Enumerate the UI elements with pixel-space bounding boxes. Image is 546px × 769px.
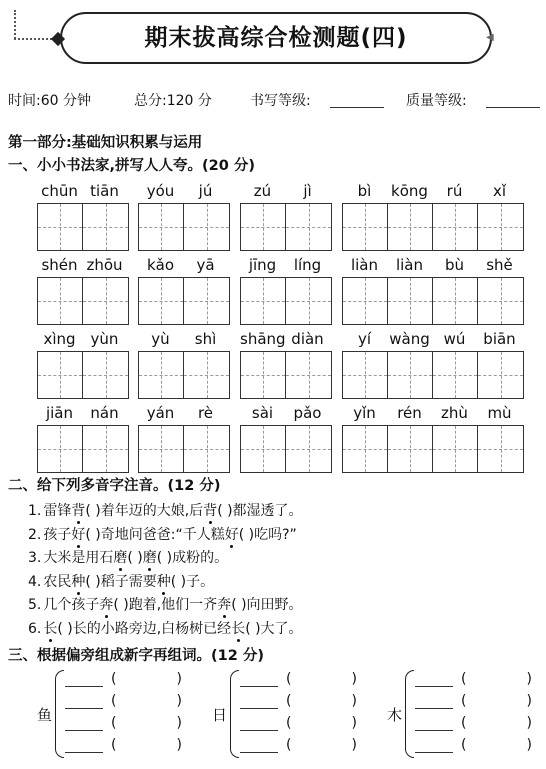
paren-open: (: [286, 737, 292, 753]
tianzige-cell[interactable]: [38, 352, 83, 398]
quality-grade-field[interactable]: [486, 107, 540, 108]
new-char-blank[interactable]: [240, 716, 278, 731]
paren-close: ): [176, 671, 182, 687]
pinyin-label: yù: [151, 330, 170, 348]
pinyin-label: kǎo: [146, 256, 175, 274]
new-char-blank[interactable]: [65, 672, 103, 687]
answer-row: [415, 671, 532, 687]
pinyin-label: zhù: [441, 404, 468, 422]
question-text: ( )向田野。: [231, 597, 303, 613]
question-number: 5.: [28, 597, 42, 613]
brace-bracket: [55, 670, 64, 758]
question-text: ( )成粉的。: [156, 550, 229, 566]
tianzige-cell[interactable]: [38, 278, 83, 324]
quality-grade-label: 质量等级:: [406, 93, 467, 109]
arrow-icon: ◀: [486, 32, 494, 43]
section-title: 三、根据偏旁组成新字再组词。(12 分): [8, 648, 264, 664]
tianzige-cell[interactable]: [241, 352, 286, 398]
pinyin-label: biān: [483, 330, 516, 348]
polyphone-char: 好: [71, 526, 86, 543]
tianzige-cell[interactable]: [286, 204, 331, 250]
polyphone-char: 奔: [217, 597, 232, 613]
answer-row: [415, 693, 532, 709]
tianzige-cell[interactable]: [83, 278, 128, 324]
question-number: 4.: [28, 573, 42, 590]
question-text: ( )长的小路旁边,白杨树已经: [57, 620, 232, 637]
paren-open: (: [461, 671, 467, 687]
paren-close: ): [526, 737, 532, 753]
pinyin-label: chūn: [41, 182, 78, 200]
answer-row: [240, 737, 357, 753]
tianzige-cell[interactable]: [83, 426, 128, 472]
question-text: ( )大了。: [245, 620, 303, 637]
question-text: ( )都湿透了。: [217, 503, 303, 519]
pinyin-label: wú: [443, 330, 466, 348]
tianzige-cell[interactable]: [184, 352, 229, 398]
paren-close: ): [351, 715, 357, 731]
question-text: 几个孩子: [43, 597, 100, 613]
paren-open: (: [111, 715, 117, 731]
tianzige-cell[interactable]: [184, 426, 229, 472]
tianzige-group: [342, 425, 524, 473]
pinyin-label: shě: [486, 256, 513, 274]
paren-open: (: [461, 715, 467, 731]
tianzige-cell[interactable]: [343, 204, 388, 250]
polyphone-char: 背: [203, 503, 218, 519]
paren-open: (: [461, 693, 467, 709]
paren-open: (: [111, 671, 117, 687]
pinyin-label: nán: [90, 404, 119, 422]
pinyin-label: xìng: [43, 330, 76, 348]
pinyin-label: yán: [146, 404, 175, 422]
tianzige-group: [138, 351, 230, 399]
new-char-blank[interactable]: [240, 738, 278, 753]
pinyin-label: yùn: [90, 330, 119, 348]
tianzige-group: [240, 425, 332, 473]
tianzige-cell[interactable]: [286, 278, 331, 324]
new-char-blank[interactable]: [415, 694, 453, 709]
time-label: 时间:60 分钟: [8, 93, 91, 109]
pinyin-label: pǎo: [293, 404, 322, 422]
answer-row: [65, 671, 182, 687]
question-line: [28, 618, 303, 638]
tianzige-cell[interactable]: [83, 204, 128, 250]
section-title: 二、给下列多音字注音。(12 分): [8, 478, 221, 494]
polyphone-char: 好: [224, 526, 239, 543]
question-text: ( ): [127, 550, 143, 566]
tianzige-cell[interactable]: [478, 352, 523, 398]
tianzige-cell[interactable]: [83, 352, 128, 398]
total-score-label: 总分:120 分: [134, 93, 212, 109]
question-line: [28, 594, 303, 614]
tianzige-cell[interactable]: [241, 278, 286, 324]
tianzige-cell[interactable]: [286, 426, 331, 472]
answer-row: [240, 693, 357, 709]
pinyin-label: shén: [41, 256, 78, 274]
pinyin-label: jì: [303, 182, 312, 200]
question-text: ( )吃吗?”: [238, 526, 297, 543]
pinyin-label: yǐn: [353, 404, 376, 422]
question-text: ( )子。: [170, 573, 215, 590]
question-number: 1.: [28, 503, 42, 519]
polyphone-char: 长: [43, 620, 58, 637]
new-char-blank[interactable]: [415, 672, 453, 687]
tianzige-cell[interactable]: [343, 278, 388, 324]
question-text: ( )跑着,他们一齐: [113, 597, 218, 613]
pinyin-label: sài: [251, 404, 274, 422]
question-line: [28, 571, 214, 591]
polyphone-char: 磨: [113, 550, 128, 566]
paren-close: ): [176, 693, 182, 709]
question-text: 雷锋: [43, 503, 72, 519]
answer-row: [240, 671, 357, 687]
tianzige-group: [240, 351, 332, 399]
pinyin-label: zhōu: [86, 256, 123, 274]
paren-open: (: [111, 737, 117, 753]
tianzige-cell[interactable]: [478, 426, 523, 472]
tianzige-group: [37, 203, 129, 251]
tianzige-cell[interactable]: [433, 426, 478, 472]
question-text: 农民: [43, 573, 72, 590]
tianzige-group: [240, 203, 332, 251]
tianzige-cell[interactable]: [139, 278, 184, 324]
tianzige-group: [240, 277, 332, 325]
question-text: 孩子: [43, 526, 72, 543]
tianzige-cell[interactable]: [343, 352, 388, 398]
tianzige-cell[interactable]: [139, 204, 184, 250]
answer-row: [415, 715, 532, 731]
pinyin-label: xǐ: [492, 182, 507, 200]
answer-row: [415, 737, 532, 753]
paren-close: ): [526, 671, 532, 687]
pinyin-label: bù: [444, 256, 465, 274]
pinyin-label: wàng: [389, 330, 430, 348]
tianzige-cell[interactable]: [139, 426, 184, 472]
new-char-blank[interactable]: [65, 738, 103, 753]
polyphone-char: 种: [156, 573, 171, 590]
question-line: [28, 524, 297, 544]
new-char-blank[interactable]: [415, 738, 453, 753]
pinyin-label: kōng: [391, 182, 428, 200]
pinyin-label: yí: [357, 330, 372, 348]
tianzige-group: [138, 203, 230, 251]
new-char-blank[interactable]: [415, 716, 453, 731]
tianzige-cell[interactable]: [388, 426, 433, 472]
paren-close: ): [351, 737, 357, 753]
decorative-line: [14, 10, 16, 39]
question-number: 3.: [28, 550, 42, 566]
question-text: ( )着年迈的大娘,后: [85, 503, 204, 519]
pinyin-label: shāng: [240, 330, 286, 348]
radical-label: 木: [387, 706, 403, 724]
tianzige-cell[interactable]: [241, 204, 286, 250]
polyphone-char: 种: [71, 573, 86, 590]
pinyin-label: mù: [487, 404, 512, 422]
tianzige-cell[interactable]: [388, 278, 433, 324]
tianzige-cell[interactable]: [139, 352, 184, 398]
tianzige-group: [138, 277, 230, 325]
page-title: 期末拔高综合检测题(四): [144, 25, 408, 51]
paren-close: ): [351, 671, 357, 687]
question-number: 6.: [28, 620, 42, 637]
pinyin-label: tiān: [90, 182, 119, 200]
tianzige-cell[interactable]: [433, 278, 478, 324]
part-title: 第一部分:基础知识积累与运用: [8, 135, 203, 151]
new-char-blank[interactable]: [65, 716, 103, 731]
pinyin-label: diàn: [291, 330, 324, 348]
new-char-blank[interactable]: [240, 672, 278, 687]
polyphone-char: 长: [231, 620, 246, 637]
answer-row: [65, 693, 182, 709]
question-text: ( )奇地问爸爸:“千人糕: [85, 526, 225, 543]
tianzige-cell[interactable]: [286, 352, 331, 398]
question-number: 2.: [28, 526, 42, 543]
tianzige-group: [342, 277, 524, 325]
tianzige-cell[interactable]: [388, 204, 433, 250]
pinyin-label: yā: [196, 256, 215, 274]
question-text: 大米是用石: [43, 550, 114, 566]
tianzige-group: [342, 351, 524, 399]
tianzige-cell[interactable]: [38, 426, 83, 472]
polyphone-char: 磨: [142, 550, 157, 566]
brace-bracket: [230, 670, 239, 758]
pinyin-label: jīng: [248, 256, 277, 274]
pinyin-label: rú: [446, 182, 463, 200]
paren-open: (: [461, 737, 467, 753]
question-text: ( )稻子需要: [85, 573, 157, 590]
pinyin-label: líng: [293, 256, 322, 274]
tianzige-cell[interactable]: [184, 278, 229, 324]
paren-close: ): [526, 693, 532, 709]
paren-open: (: [286, 693, 292, 709]
tianzige-cell[interactable]: [388, 352, 433, 398]
polyphone-char: 背: [71, 503, 86, 519]
tianzige-cell[interactable]: [184, 204, 229, 250]
radical-label: 鱼: [37, 706, 53, 724]
answer-row: [65, 715, 182, 731]
paren-open: (: [111, 693, 117, 709]
new-char-blank[interactable]: [240, 694, 278, 709]
pinyin-label: rén: [397, 404, 422, 422]
paren-open: (: [286, 715, 292, 731]
pinyin-label: yóu: [146, 182, 175, 200]
writing-grade-field[interactable]: [330, 107, 384, 108]
paren-close: ): [526, 715, 532, 731]
paren-close: ): [351, 693, 357, 709]
tianzige-cell[interactable]: [241, 426, 286, 472]
question-line: [28, 547, 228, 567]
pinyin-label: shì: [194, 330, 217, 348]
pinyin-label: rè: [197, 404, 214, 422]
tianzige-cell[interactable]: [478, 204, 523, 250]
tianzige-group: [37, 277, 129, 325]
tianzige-cell[interactable]: [433, 352, 478, 398]
tianzige-group: [342, 203, 524, 251]
tianzige-cell[interactable]: [343, 426, 388, 472]
pinyin-label: jú: [198, 182, 213, 200]
radical-label: 日: [212, 706, 228, 724]
brace-bracket: [405, 670, 414, 758]
tianzige-cell[interactable]: [38, 204, 83, 250]
answer-row: [65, 737, 182, 753]
tianzige-cell[interactable]: [478, 278, 523, 324]
paren-close: ): [176, 715, 182, 731]
pinyin-label: liàn: [350, 256, 379, 274]
pinyin-label: zú: [253, 182, 272, 200]
pinyin-label: jiān: [45, 404, 74, 422]
new-char-blank[interactable]: [65, 694, 103, 709]
paren-close: ): [176, 737, 182, 753]
tianzige-cell[interactable]: [433, 204, 478, 250]
polyphone-char: 奔: [99, 597, 114, 613]
tianzige-group: [37, 351, 129, 399]
pinyin-label: liàn: [395, 256, 424, 274]
section-title: 一、小小书法家,拼写人人夸。(20 分): [8, 158, 255, 174]
pinyin-label: bì: [357, 182, 372, 200]
answer-row: [240, 715, 357, 731]
question-line: [28, 500, 303, 520]
paren-open: (: [286, 671, 292, 687]
tianzige-group: [37, 425, 129, 473]
tianzige-group: [138, 425, 230, 473]
writing-grade-label: 书写等级:: [250, 93, 311, 109]
